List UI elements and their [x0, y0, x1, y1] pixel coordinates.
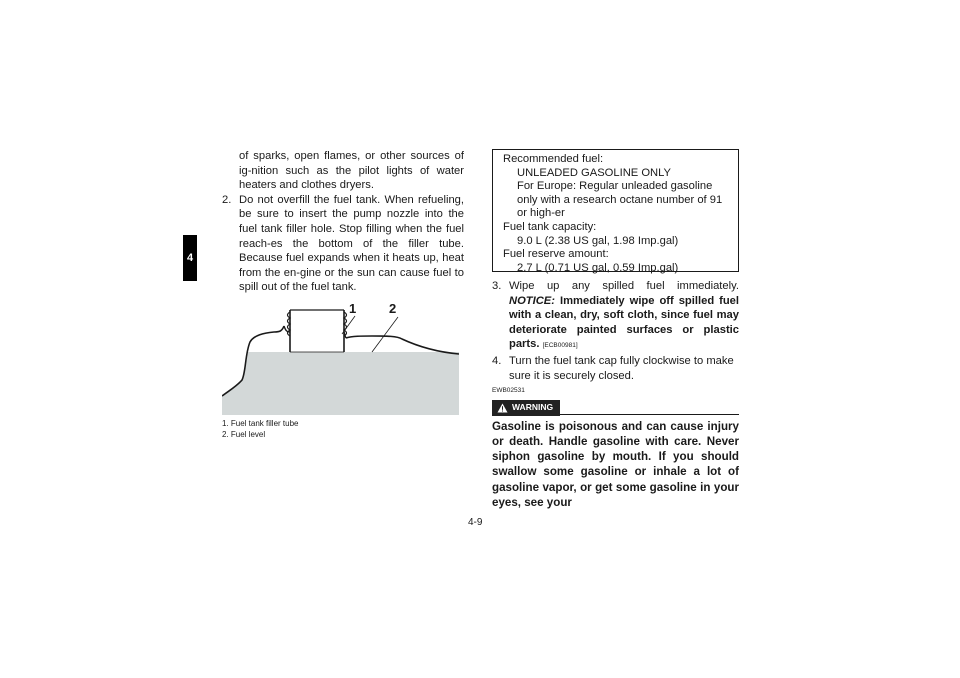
list-item-2: [222, 193, 464, 295]
notice-text: Immediately wipe off spilled fuel with a clean, dry, soft cloth, since fuel may deteriorate painted surfaces or plastic parts.: [509, 294, 740, 351]
item-number: 3.: [492, 280, 502, 292]
recommended-fuel-label: Recommended fuel:: [503, 153, 604, 165]
list-item-4: [492, 354, 739, 383]
warning-triangle-icon: [497, 403, 508, 413]
reserve-label: Fuel reserve amount:: [503, 248, 609, 261]
fuel-specs-box: [492, 149, 739, 272]
warning-header: [492, 400, 739, 416]
caption-2: 2. Fuel level: [222, 429, 266, 439]
capacity-label: Fuel tank capacity:: [503, 220, 597, 233]
item-number: 2.: [222, 193, 232, 206]
unleaded-text: UNLEADED GASOLINE ONLY: [517, 166, 671, 179]
item3-text: Wipe up any spilled fuel immediately.: [509, 280, 739, 292]
right-column: [492, 149, 739, 510]
figure-captions: [222, 418, 464, 440]
warning-label: WARNING: [512, 402, 554, 413]
page-number: 4-9: [468, 517, 483, 528]
continued-paragraph: of sparks, open flames, or other sources of ig-nition such as the pilot lights of water heaters and clothes dryers.: [239, 150, 464, 192]
figure-label-2: 2: [389, 300, 397, 316]
item-text: Turn the fuel tank cap fully clockwise to make sure it is securely closed.: [509, 354, 734, 382]
list-item-3: [492, 279, 739, 354]
left-column: [222, 149, 464, 440]
item-text: [509, 279, 739, 354]
fuel-tank-illustration: [222, 302, 459, 415]
notice-label: NOTICE:: [509, 294, 555, 307]
notice-code: [ECB00981]: [542, 342, 578, 350]
warning-rule: [560, 414, 739, 415]
warning-code: EWB02531: [492, 387, 525, 395]
warning-text: Gasoline is poisonous and can cause injury or death. Handle gasoline with care. Never siphon gasoline by mouth. If you should swallow some gasoline or inhale a lot of gasoline vapor, or get some gasoline in your eyes, see your: [492, 419, 739, 509]
caption-1: 1. Fuel tank filler tube: [222, 418, 299, 428]
item-number: 4.: [492, 354, 502, 367]
chapter-tab: 4: [183, 235, 197, 281]
figure-label-1: 1: [349, 300, 357, 316]
steps-list: [492, 279, 739, 383]
capacity-value: 9.0 L (2.38 US gal, 1.98 Imp.gal): [517, 234, 679, 247]
warning-badge: [492, 400, 560, 416]
europe-text: For Europe: Regular unleaded gasoline only with a research octane number of 91 or high-er: [517, 180, 723, 220]
item-text: Do not overfill the fuel tank. When refueling, be sure to insert the pump nozzle into the fuel tank filler hole. Stop filling when the fuel reach-es the bottom of the filler tube. Because fuel expands when it heats up, heat from the en-gine or the sun can cause fuel to spill out of the fuel tank.: [239, 193, 464, 294]
fuel-tank-figure: [222, 302, 459, 415]
reserve-value: 2.7 L (0.71 US gal, 0.59 Imp.gal): [517, 261, 679, 274]
